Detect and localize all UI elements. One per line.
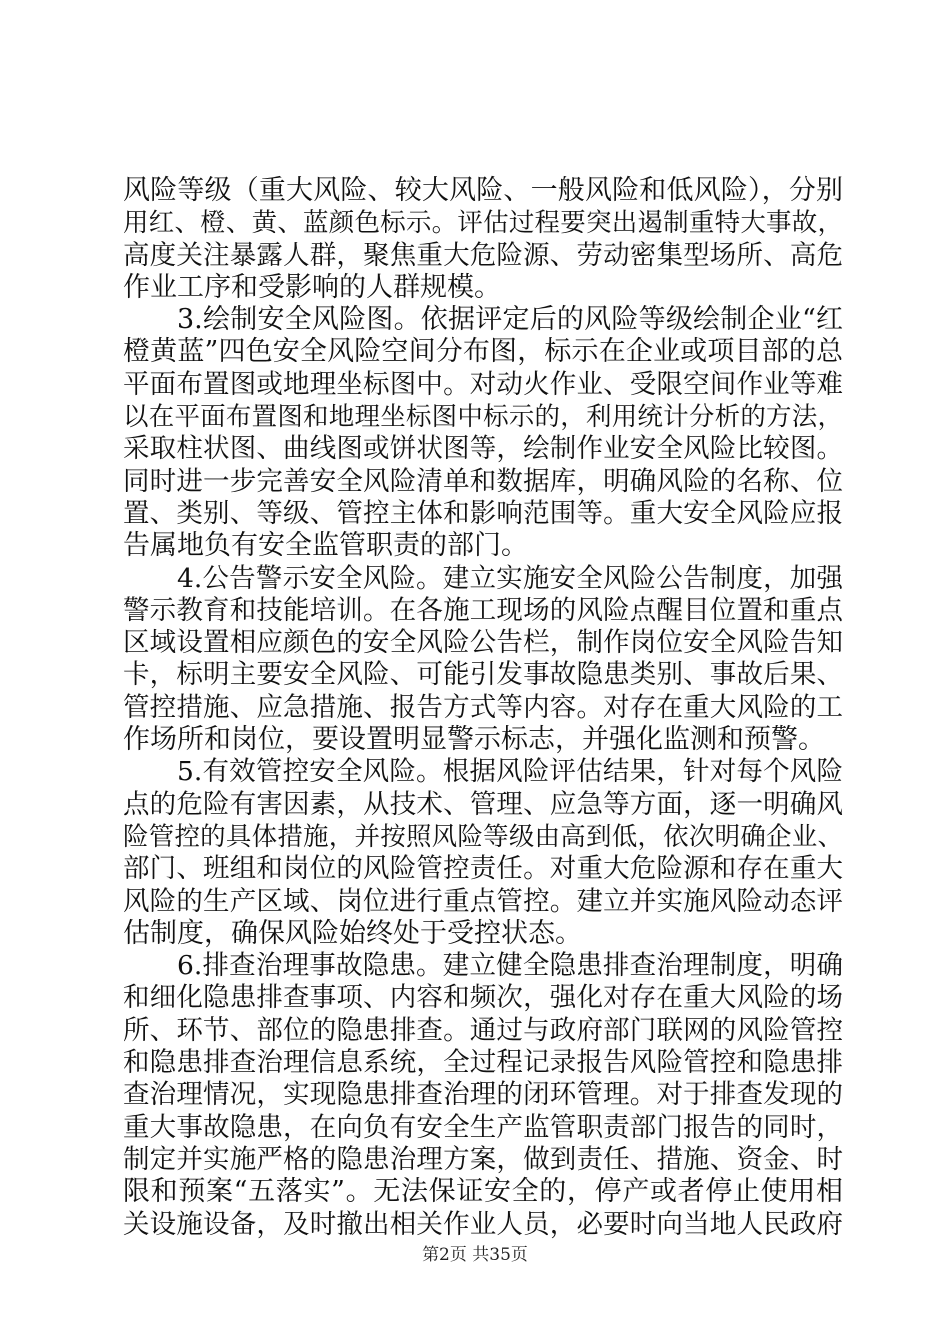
text-line: 告属地负有安全监管职责的部门。 [123, 530, 528, 562]
text-line: 同时进一步完善安全风险清单和数据库，明确风险的名称、位 [123, 465, 843, 497]
text-line: 作场所和岗位，要设置明显警示标志，并强化监测和预警。 [123, 724, 825, 756]
text-line: 制定并实施严格的隐患治理方案，做到责任、措施、资金、时 [123, 1143, 843, 1175]
text-line: 平面布置图或地理坐标图中。对动火作业、受限空间作业等难 [123, 368, 843, 400]
text-line: 置、类别、等级、管控主体和影响范围等。重大安全风险应报 [123, 497, 843, 529]
paragraph-3-heading-line: 3.绘制安全风险图。依据评定后的风险等级绘制企业“红 [177, 304, 843, 336]
text-line: 风险的生产区域、岗位进行重点管控。建立并实施风险动态评 [123, 885, 843, 917]
paragraph-6-heading-line: 6.排查治理事故隐患。建立健全隐患排查治理制度，明确 [177, 950, 843, 982]
text-line: 重大事故隐患，在向负有安全生产监管职责部门报告的同时， [123, 1111, 843, 1143]
text-line: 点的危险有害因素，从技术、管理、应急等方面，逐一明确风 [123, 788, 843, 820]
text-line: 部门、班组和岗位的风险管控责任。对重大危险源和存在重大 [123, 853, 843, 885]
page-number-footer: 第2页 共35页 [422, 1245, 528, 1265]
text-line: 区域设置相应颜色的安全风险公告栏，制作岗位安全风险告知 [123, 627, 843, 659]
document-body [123, 175, 843, 1241]
text-line: 和细化隐患排查事项、内容和频次，强化对存在重大风险的场 [123, 982, 843, 1014]
text-line: 用红、橙、黄、蓝颜色标示。评估过程要突出遏制重特大事故， [123, 208, 843, 239]
text-line: 所、环节、部位的隐患排查。通过与政府部门联网的风险管控 [123, 1014, 843, 1046]
text-line: 卡，标明主要安全风险、可能引发事故隐患类别、事故后果、 [123, 659, 843, 691]
text-line: 橙黄蓝”四色安全风险空间分布图，标示在企业或项目部的总 [123, 336, 843, 368]
text-line: 作业工序和受影响的人群规模。 [123, 271, 501, 303]
text-line: 高度关注暴露人群，聚焦重大危险源、劳动密集型场所、高危 [123, 239, 843, 271]
paragraph-4-heading-line: 4.公告警示安全风险。建立实施安全风险公告制度，加强 [177, 562, 843, 594]
text-line: 险管控的具体措施，并按照风险等级由高到低，依次明确企业、 [123, 821, 843, 852]
text-line: 限和预案“五落实”。无法保证安全的，停产或者停止使用相 [123, 1176, 843, 1208]
text-line: 查治理情况，实现隐患排查治理的闭环管理。对于排查发现的 [123, 1079, 843, 1111]
text-line: 估制度，确保风险始终处于受控状态。 [123, 917, 582, 949]
text-line: 警示教育和技能培训。在各施工现场的风险点醒目位置和重点 [123, 594, 843, 626]
text-line: 管控措施、应急措施、报告方式等内容。对存在重大风险的工 [123, 691, 843, 723]
text-line: 风险等级（重大风险、较大风险、一般风险和低风险），分别 [123, 175, 843, 206]
text-line: 和隐患排查治理信息系统，全过程记录报告风险管控和隐患排 [123, 1047, 843, 1079]
text-line: 以在平面布置图和地理坐标图中标示的，利用统计分析的方法， [123, 402, 843, 433]
text-line: 采取柱状图、曲线图或饼状图等，绘制作业安全风险比较图。 [123, 433, 843, 465]
text-line: 关设施设备，及时撤出相关作业人员，必要时向当地人民政府 [123, 1208, 843, 1240]
paragraph-5-heading-line: 5.有效管控安全风险。根据风险评估结果，针对每个风险 [177, 756, 843, 788]
